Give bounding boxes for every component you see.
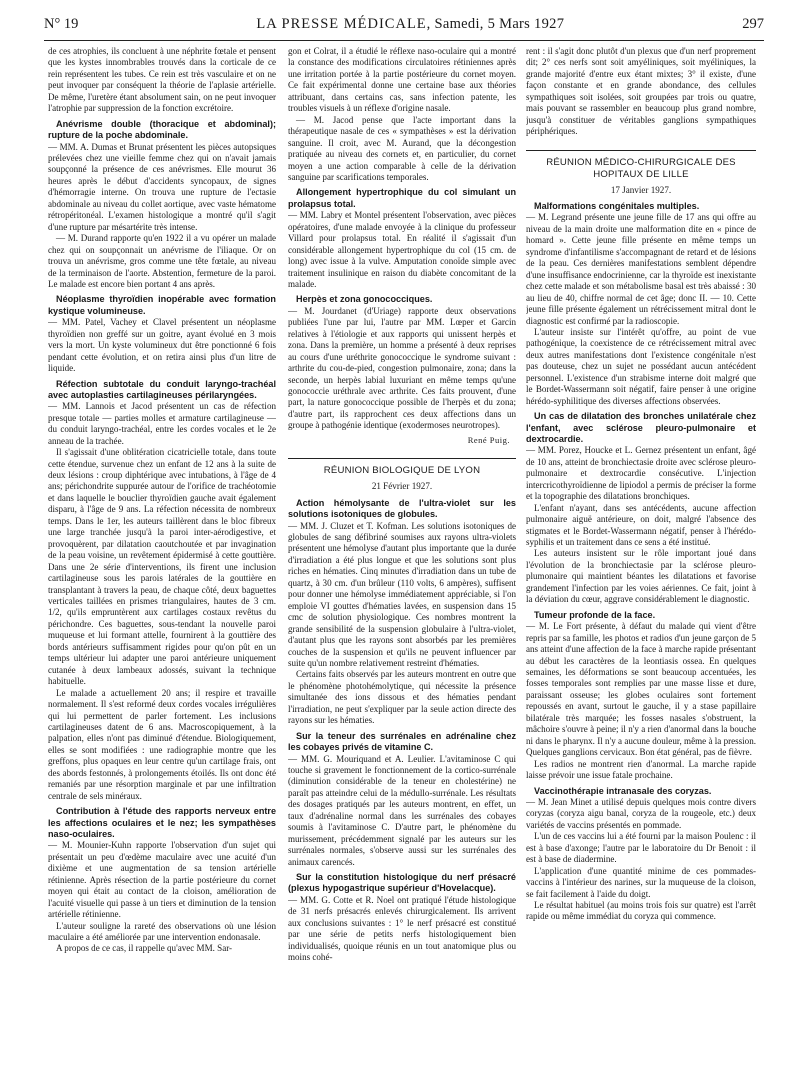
running-header [44, 16, 764, 41]
section-divider [288, 458, 516, 459]
article-heading: Herpès et zona gonococciques. [296, 294, 433, 305]
paragraph: — M. Jacod pense que l'acte important dans la thérapeutique nasale de ces « sympathèses » est la dérivation sanguine. Il croit, avec M. Aurand, que la décongestion pratiquée au niveau des cornets et, en particulier, du cornet moyen a une action comparable à celle de la dérivation sanguine par scarifications temporales. [288, 114, 516, 182]
paragraph: L'application d'une quantité minime de ces pommades-vaccins à l'intérieur des narines, sur la muqueuse de la cloison, se fait facilement à l'aide du doigt. [526, 865, 756, 899]
paragraph: de ces atrophies, ils concluent à une néphrite fœtale et pensent que les kystes innombrables trouvés dans la corticale de ce rein représentent les tubes. Ce rein est très vasculaire et on ne peut invoquer par conséquent la théorie de l'aplasie artérielle. De même, l'uretère étant absolument sain, on ne peut invoquer l'atrophie par suppression de la fonction excrétoire. [48, 46, 276, 114]
paragraph: Le résultat habituel (au moins trois fois sur quatre) est l'arrêt rapide ou même immédiat du coryza qui commence. [526, 899, 756, 922]
article-heading: Un cas de dilatation des bronches unilatérale chez l'enfant, avec sclérose pleuro-pulmonaire et dextrocardie. [526, 411, 756, 444]
paragraph: — MM. G. Mouriquand et A. Leulier. L'avitaminose C qui touche si gravement le fonctionnement de la cortico-surrénale (diminution considérable de la teneur en cholestérine) ne paraît pas atteindre celui de la médullo-surrénale. Les résultats des dosages pratiqués par les auteurs montrent, en effet, un taux d'adrénaline normal dans les surrénales des cobayes soumis à l'avitaminose C. D'autre part, le phénomène du murissement, précédemment signalé par les auteurs sur les surrénales normales, s'observe aussi sur les surrénales des animaux carencés. [288, 753, 516, 867]
article-heading: Anévrisme double (thoracique et abdominal); rupture de la poche abdominale. [48, 118, 276, 141]
issue-number: N° 19 [44, 16, 79, 32]
paragraph: — MM. Labry et Montel présentent l'observation, avec pièces opératoires, d'une malade envoyée à la clinique du professeur Villard pour prolapsus total. En réalité il s'agissait d'un considérable allongement hypertrophique du col (15 cm. de long) avec issue à la vulve. Amputation conoïde simple avec traitement insulinique en raison du diabète concomitant de la malade. [288, 210, 516, 289]
article-heading: Réfection subtotale du conduit laryngo-trachéal avec autoplasties cartilagineuses périlaryngées. [48, 378, 276, 400]
author-signature: René Puig. [467, 434, 510, 445]
society-section-title: RÉUNION MÉDICO-CHIRURGICALE DES HOPITAUX DE LILLE [546, 156, 736, 180]
section-divider [526, 150, 756, 151]
journal-masthead [256, 16, 564, 33]
paragraph: Il s'agissait d'une oblitération cicatricielle totale, dans toute cette étendue, survenue chez un enfant de 12 ans à la suite de deux lésions : croup diphtérique avec intubations, à l'âge de 4 ans; périchondrite suppurée autour de l'orifice de trachéotomie et dans laquelle le bouclier thyroïdien gauche avait également disparu, à l'âge de 9 ans. La réfection nécessita de nombreux temps. Dans le 1er, les auteurs taillèrent dans le bloc fibreux une large tranchée jusqu'à la paroi inter-aérodigestive, et provoquèrent, par dilatation caoutchoutée et par invagination de la peau voisine, un revêtement épidermisé à cette gouttière. Dans une 2e série d'interventions, ils firent une inclusion cartilagineuse sous les parois latérales de la gouttière en transplantant à travers la peau, de chaque côté, deux baguettes verticales taillées en prismes triangulaires, hautes de 3 cm. 1/2, qu'ils empruntèrent aux cartilages costaux revêtus du périchondre. Ces baguettes, sous-tendant la nouvelle paroi muqueuse et lui formant attelle, fournirent à la gouttière des bords antérieurs suffisamment rigides pour qu'on pût en un temps ultérieur lui adapter une paroi antérieure uniquement cutanée à deux lambeaux adossés, suivant la technique habituelle. [48, 447, 276, 687]
article-heading: Contribution à l'étude des rapports nerveux entre les affections oculaires et le nez; les sympathèses naso-oculaires. [48, 806, 276, 839]
paragraph: L'auteur souligne la rareté des observations où une lésion maculaire a été améliorée par une intervention endonasale. [48, 920, 276, 943]
paragraph: L'un de ces vaccins lui a été fourni par la maison Poulenc : il est à base d'axonge; l'autre par le laboratoire du Dr Benoit : il est à base de diadermine. [526, 831, 756, 865]
paragraph: — MM. Porez, Houcke et L. Gernez présentent un enfant, âgé de 10 ans, atteint de bronchiectasie droite avec sclérose pleuro-pulmonaire et dextrocardie consécutive. L'injection intercricothyroïdienne de lipiodol a permis de préciser la forme et la topographie des dilatations bronchiques. [526, 445, 756, 502]
society-section-title: RÉUNION BIOLOGIQUE DE LYON [323, 465, 481, 477]
paragraph: Les radios ne montrent rien d'anormal. La marche rapide laisse prévoir une issue fatale prochaine. [526, 758, 756, 781]
article-heading: Sur la constitution histologique du nerf présacré (plexus hypogastrique supérieur d'Hovelacque). [288, 872, 516, 894]
article-heading: Allongement hypertrophique du col simulant un prolapsus total. [288, 187, 516, 209]
article-heading: Tumeur profonde de la face. [534, 609, 656, 620]
session-date: 17 Janvier 1927. [610, 184, 672, 195]
article-heading: Vaccinothérapie intranasale des coryzas. [534, 785, 712, 796]
paragraph: — MM. G. Cotte et R. Noel ont pratiqué l'étude histologique de 31 nerfs présacrés enlevés chirurgicalement. Ils arrivent aux conclusions suivantes : 1° le nerf présacré est constitué par une série de petits nerfs histologiquement bien individualisés, quoique réunis en un tout anatomique plus ou moins cohé- [288, 894, 516, 963]
article-heading: Malformations congénitales multiples. [534, 201, 700, 212]
paragraph: — M. Jourdanet (d'Uriage) rapporte deux observations publiées l'une par lui, l'autre par MM. Lœper et Garcin relatives à l'étiologie et aux rapports qui unissent herpès et zona. Dans la première, un homme a présenté à deux reprises au cours d'une uréthrite gonococcique le syndrome suivant : arthrite du cou-de-pied, congestion pulmonaire, zona; dans la seconde, un herpès labial luxuriant en même temps qu'une gonococcie uréthrale avec arthrite. Ces faits prouvent, d'une part, la nature gonococcique possible de l'herpès et du zona; d'autre part, ils rapprochent ces deux affections dans un groupe à pathogénie identique (exodermoses neurotropes). [288, 305, 516, 431]
article-heading: Néoplasme thyroïdien inopérable avec formation kystique volumineuse. [48, 294, 276, 316]
paragraph: — MM. A. Dumas et Brunat présentent les pièces autopsiques prélevées chez une vieille femme chez qui on n'avait jamais soupçonné la présence de ces anévrismes. Elle mourut 36 heures après le début d'accidents syncopaux, de signes d'hémorragie interne. On trouva une rupture de l'ectasie abdominale au niveau du collet aortique, avec vaste hématome rétropéritonéal. L'examen histologique a montré qu'il s'agit d'une rupture par mésartérite très intense. [48, 141, 276, 232]
column-middle [288, 46, 516, 1076]
column-right [526, 46, 756, 1076]
paragraph: — M. Le Fort présente, à défaut du malade qui vient d'être repris par sa famille, les photos et radios d'un jeune garçon de 5 ans atteint d'une affection de la face à marche rapide présentant au début les caractères de la leontiasis ossea. En quelques semaines, les déformations se sont beaucoup accentuées, les fosses temporales sont remplies par une masse lisse et dure, paraissant osseuse; les globes oculaires sont fortement repoussés en avant, surtout le gauche, il y a stase papillaire bilatérale très marquée; les fosses nasales s'obstruent, la mâchoire s'ouvre à peine; il n'y a rien d'anormal dans la bouche ni dans le pharynx. Il n'y a aucune douleur, même à la pression. Quelques ganglions cervicaux. Bon état général, pas de fièvre. [526, 621, 756, 758]
paragraph: — M. Mounier-Kuhn rapporte l'observation d'un sujet qui présentait un peu d'œdème maculaire avec une acuité d'un dixième et une augmentation de sa tension artérielle rétinienne. Après résection de la partie postérieure du cornet moyen qui était au contact de la cloison, amélioration de l'acuité visuelle qui passe à un tiers et diminution de la tension artérielle rétinienne. [48, 840, 276, 920]
paragraph: — MM. Lannois et Jacod présentent un cas de réfection presque totale — parties molles et armature cartilagineuse — du conduit laryngo-trachéal, entre les cordes vocales et le 2e anneau de la trachée. [48, 401, 276, 446]
paragraph: — M. Jean Minet a utilisé depuis quelques mois contre divers coryzas (coryza aigu banal, coryza de la rougeole, etc.) deux variétés de vaccins présentés en pommade. [526, 796, 756, 830]
journal-title: LA PRESSE MÉDICALE [256, 16, 427, 32]
paragraph: — M. Legrand présente une jeune fille de 17 ans qui offre au niveau de la main droite une malformation dite en « pince de homard ». Cette jeune fille présente en même temps un syndrome d'infantilisme s'accompagnant de retard et de lésions de la peau. Ces dernières manifestations semblent dépendre d'une insuffisance endocrinienne, car la thyroïde est inexistante chez cette malade et son métabolisme basal est très abaissé : 30 au lieu de 40, chiffre normal de cet âge; donc II. — 10. Cette jeune fille présente également un rétrécissement mitral dont le diagnostic est confirmé par la radioscopie. [526, 212, 756, 326]
paragraph: A propos de ce cas, il rappelle qu'avec MM. Sar- [56, 943, 233, 954]
page-number: 297 [742, 16, 764, 32]
session-date: 21 Février 1927. [371, 481, 433, 492]
paragraph: — MM. Patel, Vachey et Clavel présentent un néoplasme thyroïdien non greffé sur un goitre, ayant évolué en 3 mois vers la mort. Un kyste volumineux dut être ponctionné 6 fois pendant cette évolution, et on retira ainsi plus d'un litre de liquide. [48, 317, 276, 374]
article-heading: Sur la teneur des surrénales en adrénaline chez les cobayes privés de vitamine C. [288, 730, 516, 753]
article-heading: Action hémolysante de l'ultra-violet sur les solutions isotoniques de globules. [288, 497, 516, 520]
paragraph: — M. Durand rapporte qu'en 1922 il a vu opérer un malade chez qui on soupçonnait un anévrisme de l'iliaque. Or on trouva un anévrisme, gros comme une tête fœtale, au niveau de la terminaison de l'aorte. Abstention, fermeture de la paroi. Le malade est encore bien portant 4 ans après. [48, 233, 276, 289]
paragraph: gon et Colrat, il a étudié le réflexe naso-oculaire qui a montré la constance des modifications circulatoires rétiniennes après une irritation portée à la partie postérieure du cornet moyen. Ce fait expérimental donne une certaine base aux théories attribuant, dans certains cas, sans infection patente, les troubles visuels à un réflexe d'origine nasale. [288, 46, 516, 114]
paragraph: rent : il s'agit donc plutôt d'un plexus que d'un nerf proprement dit; 2° ces nerfs sont soit amyéliniques, soit myéliniques, la grande majorité d'entre eux étant mixtes; 3° il existe, d'une façon constante et en grande abondance, des cellules sympathiques soit isolées, soit groupées par trois ou quatre, mais pouvant se rassembler en beaucoup plus grand nombre, jusqu'à constituer de véritables ganglions sympathiques périphériques. [526, 46, 756, 137]
paragraph: Les auteurs insistent sur le rôle important joué dans l'évolution de la bronchiectasie par la sclérose pleuro-plumonaire qui maintient béantes les dilatations et favorise grandement l'infection par les voies aériennes. Ce fait, joint à la déviation du cœur, aggrave considérablement le diagnostic. [526, 548, 756, 605]
paragraph: L'auteur insiste sur l'intérêt qu'offre, au point de vue pathogénique, la coexistence de ce rétrécissement mitral avec deux autres manifestations dont l'existence congénitale n'est pas douteuse, chez un sujet ne possédant aucun antécédent personnel. L'existence d'un strabisme interne doit malgré que le Bordet-Wassermann soit négatif, faire penser à une origine hérédo-syphilitique des diverses affections observées. [526, 327, 756, 406]
paragraph: Le malade a actuellement 20 ans; il respire et travaille normalement. Il s'est reformé deux cordes vocales irrégulières qui lui permettent de parler fortement. Les inclusions cartilagineuses datent de 6 ans. Macroscopiquement, à la palpation, elles n'ont pas diminué d'étendue. Biologiquement, elles se sont modifiées : une radiographie montre que les greffons, plus opaques en leur centre qu'un cartilage frais, ont des abords festonnés, à prolongements étoilés. Ils ont donc été remaniés par une résorption marginale et par une infiltration centrale de sels minéraux. [48, 687, 276, 801]
paragraph: — MM. J. Cluzet et T. Kofman. Les solutions isotoniques de globules de sang défibriné soumises aux rayons ultra-violets présentent une hémolyse d'autant plus importante que la durée d'irradiation a été plus longue et que les solutions sont plus riches en hématies. Cinq minutes d'irradiation dans un tube de quartz, à 30 cm. d'un brûleur (110 volts, 6 ampères), suffisent pour donner une hémolyse immédiatement appréciable, si l'on emploie VI gouttes d'hématies lavées, en suspension dans 15 cmc de solution physiologique. Ces nombres montrent la grande sensibilité de la suspension globulaire à l'ultra-violet, d'autant plus que les rayons sont absorbés par les premières couches de la suspension et qu'ils ne peuvent influencer par suite qu'un nombre relativement restreint d'hématies. [288, 520, 516, 668]
paragraph: L'enfant n'ayant, dans ses antécédents, aucune affection pulmonaire aiguë antérieure, on doit, malgré l'absence des stigmates et le Bordet-Wassermann négatif, penser à l'hérédo-syphilis et un traitement dans ce sens a été institué. [526, 502, 756, 548]
column-left [48, 46, 276, 1076]
paragraph: Certains faits observés par les auteurs montrent en outre que le phénomène photohémolytique, qui nécessite la présence simultanée des ions dissous et des hématies pendant l'irradiation, ne peut s'expliquer par la seule action directe des rayons sur les hématies. [288, 669, 516, 726]
issue-date: , Samedi, 5 Mars 1927 [426, 16, 565, 32]
